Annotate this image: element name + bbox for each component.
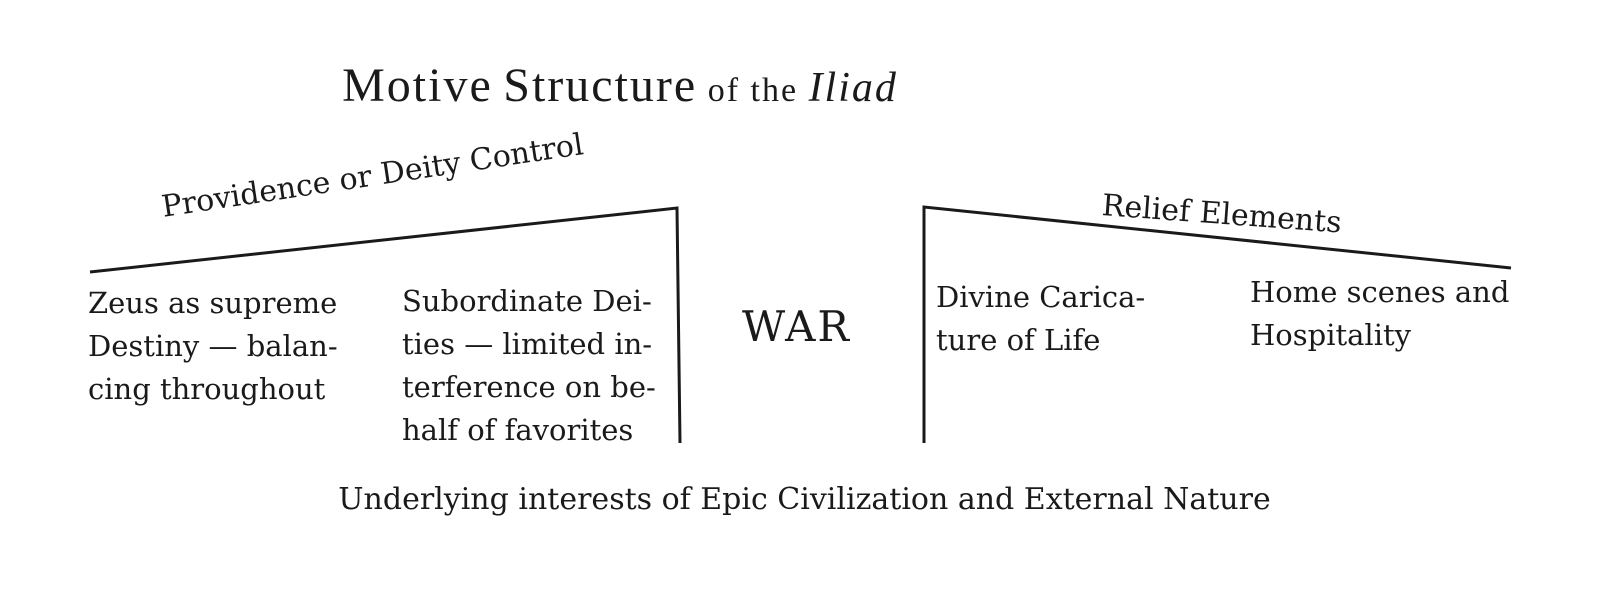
cell-line: Subordinate Dei- (402, 284, 652, 318)
title-word-structure: Structure (503, 59, 698, 112)
cell-line: ties — limited in- (402, 327, 653, 361)
cell-line: cing throughout (88, 372, 326, 406)
right-cell-home-scenes (1250, 271, 1509, 357)
left-cell-subordinate-deities (402, 280, 656, 452)
center-label-war: WAR (742, 302, 852, 351)
cell-line: Zeus as supreme (88, 286, 338, 320)
title-word-iliad: Iliad (808, 65, 898, 111)
cell-line: half of favorites (402, 413, 634, 447)
cell-line: terference on be- (402, 370, 656, 404)
cell-line: ture of Life (936, 323, 1101, 357)
left-group-header: Providence or Deity Control (159, 127, 586, 225)
cell-line: Divine Carica- (936, 280, 1146, 314)
title-word-motive: Motive (342, 59, 493, 112)
cell-line: Home scenes and (1250, 275, 1510, 309)
cell-line: Destiny — balan- (88, 329, 338, 363)
left-cell-zeus (88, 282, 338, 411)
footer-text: Underlying interests of Epic Civilization and External Nature (338, 482, 1271, 517)
footer-caption (0, 482, 1621, 517)
right-cell-divine-caricature (936, 276, 1145, 362)
cell-line: Hospitality (1250, 318, 1412, 352)
right-group-header: Relief Elements (1100, 188, 1343, 241)
title-words-of-the: of the (707, 72, 799, 109)
